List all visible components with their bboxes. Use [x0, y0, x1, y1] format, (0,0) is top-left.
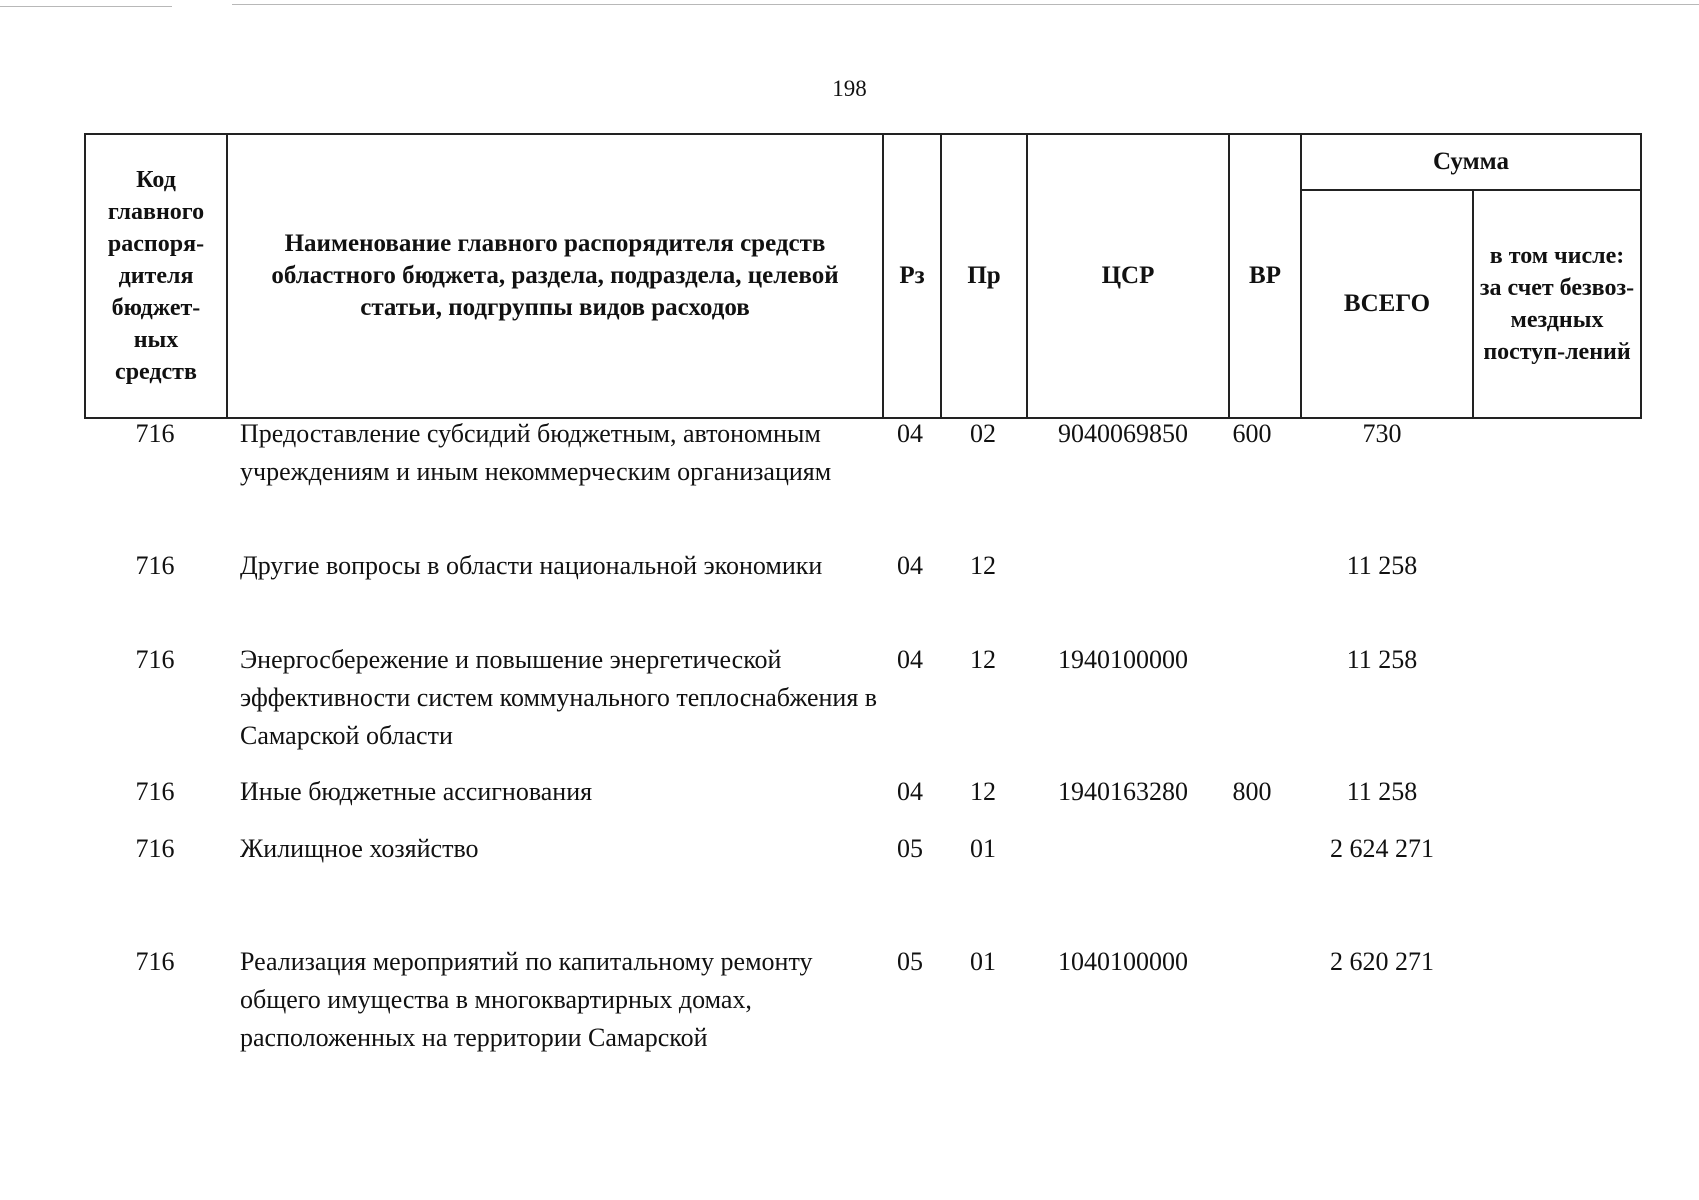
row-code: 716 — [135, 645, 175, 674]
header-total: ВСЕГО — [1301, 190, 1473, 418]
row-name: Предоставление субсидий бюджетным, автономным учреждениям и иным некоммерческим организациям — [240, 419, 832, 486]
row-code: 716 — [135, 419, 175, 448]
row-code: 716 — [135, 777, 175, 806]
row-vr: 600 — [1232, 419, 1272, 448]
header-code: Код главного распоря-дителя бюджет-ных средств — [85, 134, 227, 418]
row-total: 2 624 271 — [1330, 834, 1434, 863]
row-csr: 1940100000 — [1058, 645, 1188, 674]
table-header — [84, 133, 1642, 419]
row-rz: 05 — [897, 947, 923, 976]
row-code: 716 — [135, 947, 175, 976]
row-csr: 9040069850 — [1058, 419, 1188, 448]
row-code: 716 — [135, 551, 175, 580]
scan-edge-top-left — [0, 6, 172, 7]
row-pr: 12 — [970, 645, 996, 674]
row-pr: 01 — [970, 834, 996, 863]
page-number: 198 — [832, 76, 867, 101]
row-code: 716 — [135, 834, 175, 863]
row-rz: 04 — [897, 419, 923, 448]
header-vr: ВР — [1229, 134, 1301, 418]
row-pr: 12 — [970, 551, 996, 580]
row-total: 11 258 — [1346, 645, 1418, 674]
row-pr: 12 — [970, 777, 996, 806]
row-csr: 1940163280 — [1058, 777, 1188, 806]
row-total: 2 620 271 — [1330, 947, 1434, 976]
row-name: Иные бюджетные ассигнования — [240, 777, 593, 806]
row-name: Реализация мероприятий по капитальному ремонту общего имущества в многоквартирных домах, расположенных на территории Самарской — [240, 947, 813, 1052]
row-name: Жилищное хозяйство — [240, 834, 479, 863]
header-name: Наименование главного распорядителя средств областного бюджета, раздела, подраздела, целевой статьи, подгруппы видов расходов — [227, 134, 883, 418]
row-csr: 1040100000 — [1058, 947, 1188, 976]
header-pr: Пр — [941, 134, 1027, 418]
header-free: в том числе: за счет безвоз-мездных поступ-лений — [1473, 190, 1641, 418]
row-rz: 04 — [897, 551, 923, 580]
row-rz: 05 — [897, 834, 923, 863]
row-pr: 02 — [970, 419, 996, 448]
row-pr: 01 — [970, 947, 996, 976]
row-total: 730 — [1362, 419, 1402, 448]
row-total: 11 258 — [1346, 551, 1418, 580]
row-name: Другие вопросы в области национальной экономики — [240, 551, 823, 580]
header-rz: Рз — [883, 134, 941, 418]
row-vr: 800 — [1232, 777, 1272, 806]
row-name: Энергосбережение и повышение энергетической эффективности систем коммунального теплоснабжения в Самарской области — [240, 645, 878, 750]
row-total: 11 258 — [1346, 777, 1418, 806]
scan-edge-top-right — [232, 4, 1699, 5]
row-rz: 04 — [897, 645, 923, 674]
header-csr: ЦСР — [1027, 134, 1229, 418]
row-rz: 04 — [897, 777, 923, 806]
header-sum: Сумма — [1301, 134, 1641, 190]
